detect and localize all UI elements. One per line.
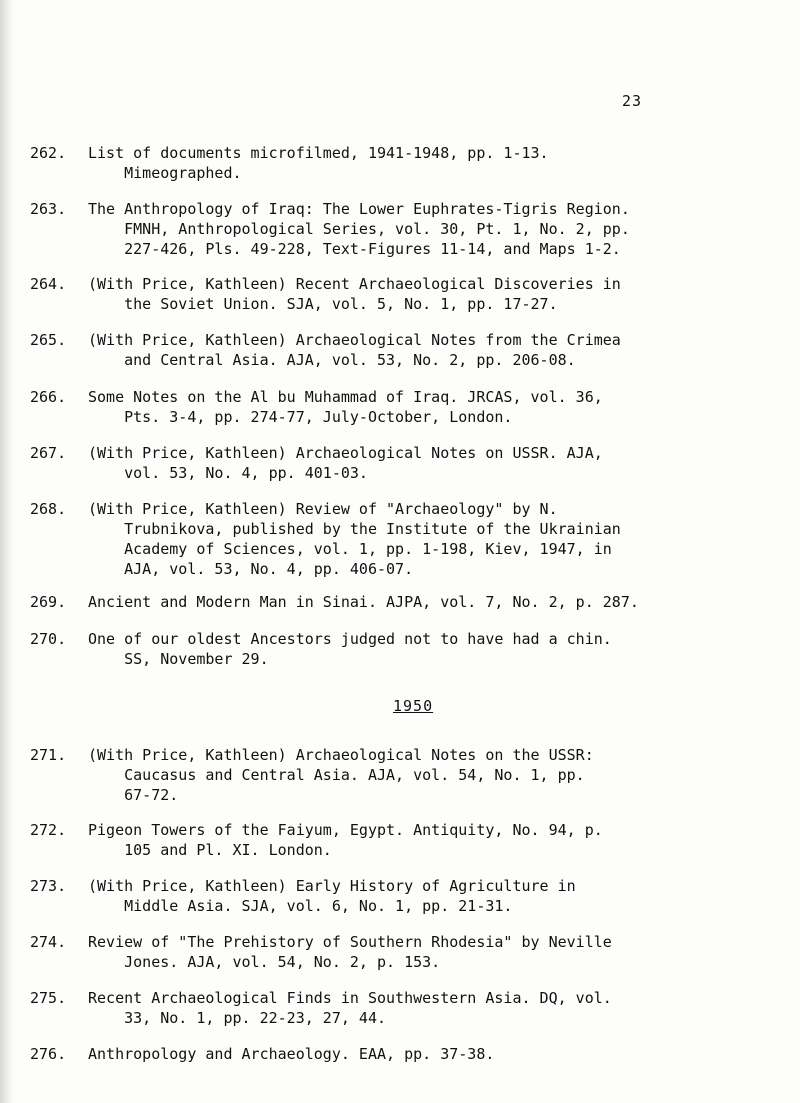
entry-text <box>88 199 793 259</box>
entry-line: Pts. 3-4, pp. 274-77, July-October, London. <box>88 408 513 426</box>
entry-number: 262. <box>30 144 67 162</box>
entry-number: 272. <box>30 821 67 839</box>
entry-line: Recent Archaeological Finds in Southwestern Asia. DQ, vol. <box>88 989 612 1007</box>
entry-line: vol. 53, No. 4, pp. 401-03. <box>88 464 368 482</box>
entry-number: 264. <box>30 275 67 293</box>
entry-line: SS, November 29. <box>88 650 269 668</box>
entry-number: 269. <box>30 593 67 611</box>
entry-line: Caucasus and Central Asia. AJA, vol. 54, No. 1, pp. <box>88 766 585 784</box>
entry-text <box>88 629 793 669</box>
entry-text <box>88 143 793 183</box>
year-heading: 1950 <box>393 697 434 715</box>
entry-line: Mimeographed. <box>88 164 242 182</box>
entry-line: (With Price, Kathleen) Archaeological Notes on USSR. AJA, <box>88 444 603 462</box>
entry-text <box>88 387 793 427</box>
entry-text <box>88 988 793 1028</box>
page-number: 23 <box>622 92 643 110</box>
entry-line: AJA, vol. 53, No. 4, pp. 406-07. <box>88 560 414 578</box>
entry-line: and Central Asia. AJA, vol. 53, No. 2, pp. 206-08. <box>88 351 576 369</box>
entry-text <box>88 274 793 314</box>
entry-number: 275. <box>30 989 67 1007</box>
entry-line: Jones. AJA, vol. 54, No. 2, p. 153. <box>88 953 441 971</box>
entry-text <box>88 820 793 860</box>
entry-text <box>88 499 793 579</box>
entry-line: One of our oldest Ancestors judged not to have had a chin. <box>88 630 612 648</box>
entry-text <box>88 932 793 972</box>
entry-line: Some Notes on the Al bu Muhammad of Iraq. JRCAS, vol. 36, <box>88 388 603 406</box>
entry-line: Pigeon Towers of the Faiyum, Egypt. Antiquity, No. 94, p. <box>88 821 603 839</box>
entry-text <box>88 745 793 805</box>
entry-line: Trubnikova, published by the Institute of the Ukrainian <box>88 520 621 538</box>
entry-number: 276. <box>30 1045 67 1063</box>
entry-line: 33, No. 1, pp. 22-23, 27, 44. <box>88 1009 387 1027</box>
entry-line: List of documents microfilmed, 1941-1948, pp. 1-13. <box>88 144 549 162</box>
entry-line: (With Price, Kathleen) Archaeological Notes on the USSR: <box>88 746 594 764</box>
entry-line: the Soviet Union. SJA, vol. 5, No. 1, pp. 17-27. <box>88 295 558 313</box>
page-edge-shadow <box>0 0 14 1103</box>
entry-line: Middle Asia. SJA, vol. 6, No. 1, pp. 21-31. <box>88 897 513 915</box>
entry-line: Anthropology and Archaeology. EAA, pp. 37-38. <box>88 1045 495 1063</box>
entry-line: FMNH, Anthropological Series, vol. 30, Pt. 1, No. 2, pp. <box>88 220 630 238</box>
entry-line: Academy of Sciences, vol. 1, pp. 1-198, Kiev, 1947, in <box>88 540 612 558</box>
entry-line: 105 and Pl. XI. London. <box>88 841 332 859</box>
entry-line: Ancient and Modern Man in Sinai. AJPA, vol. 7, No. 2, p. 287. <box>88 593 639 611</box>
entry-text <box>88 330 793 370</box>
entry-line: (With Price, Kathleen) Review of "Archaeology" by N. <box>88 500 558 518</box>
entry-number: 263. <box>30 200 67 218</box>
entry-text <box>88 443 793 483</box>
entry-line: (With Price, Kathleen) Early History of Agriculture in <box>88 877 576 895</box>
entry-number: 267. <box>30 444 67 462</box>
entry-number: 274. <box>30 933 67 951</box>
entry-line: (With Price, Kathleen) Recent Archaeological Discoveries in <box>88 275 621 293</box>
entry-line: (With Price, Kathleen) Archaeological Notes from the Crimea <box>88 331 621 349</box>
entry-number: 266. <box>30 388 67 406</box>
entry-line: 67-72. <box>88 786 179 804</box>
entry-text <box>88 876 793 916</box>
entry-text <box>88 1044 793 1064</box>
entry-number: 271. <box>30 746 67 764</box>
entry-line: Review of "The Prehistory of Southern Rhodesia" by Neville <box>88 933 612 951</box>
entry-number: 270. <box>30 630 67 648</box>
entry-number: 265. <box>30 331 67 349</box>
entry-line: The Anthropology of Iraq: The Lower Euphrates-Tigris Region. <box>88 200 630 218</box>
entry-line: 227-426, Pls. 49-228, Text-Figures 11-14, and Maps 1-2. <box>88 240 621 258</box>
entry-number: 268. <box>30 500 67 518</box>
entry-text <box>88 592 793 612</box>
entry-number: 273. <box>30 877 67 895</box>
